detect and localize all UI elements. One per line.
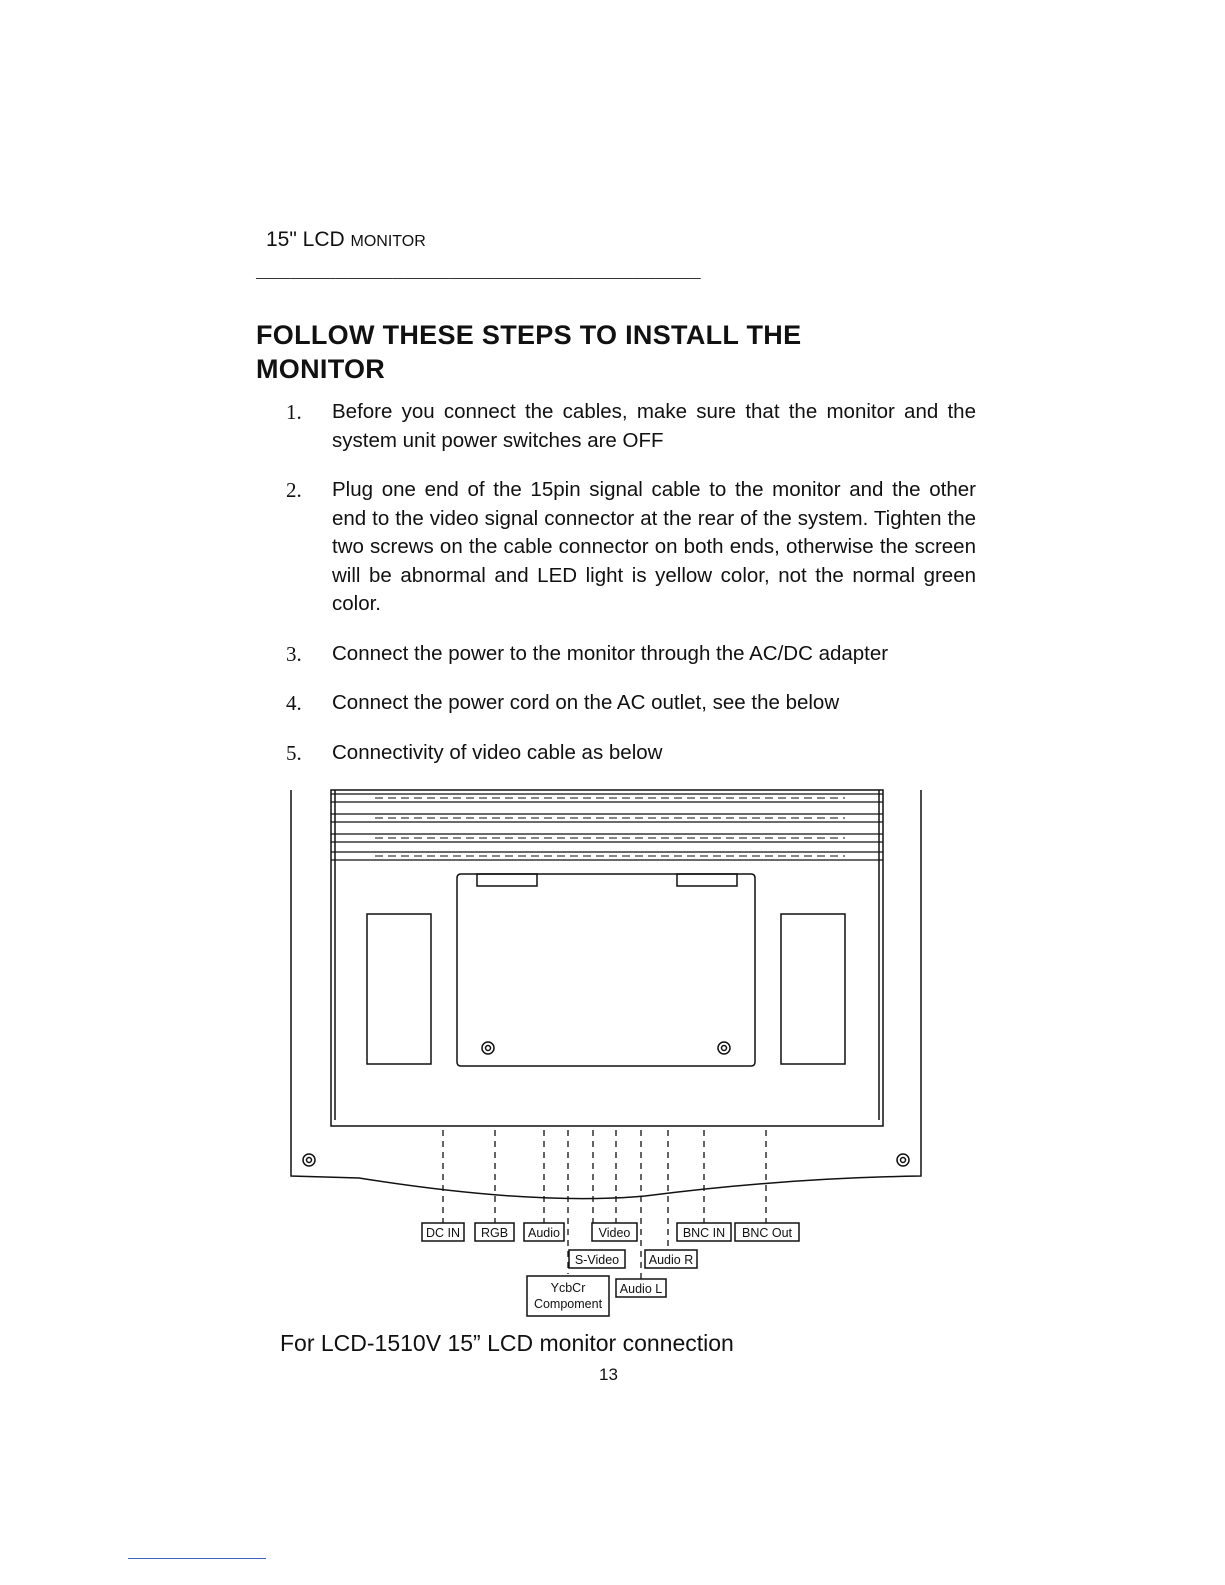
label-ycbcr: YcbCr <box>550 1281 586 1295</box>
step-number: 3. <box>286 641 302 666</box>
step-text: Connectivity of video cable as below <box>332 740 663 764</box>
label-bnc-out: BNC Out <box>741 1226 793 1240</box>
step-2 <box>286 476 976 619</box>
steps-list <box>286 398 976 788</box>
step-text: Connect the power to the monitor through the AC/DC adapter <box>332 641 889 665</box>
step-5 <box>286 739 976 768</box>
step-4 <box>286 689 976 718</box>
step-text: Plug one end of the 15pin signal cable to the monitor and the other end to the video signal connector at the rear of the system. Tighten the two screws on the cable connector on both ends, otherwise the screen will be abnormal and LED light is yellow color, not the normal green color. <box>332 478 976 615</box>
screw-icon <box>718 1042 730 1054</box>
label-video: Video <box>598 1226 631 1240</box>
label-audio-r: Audio R <box>648 1253 694 1267</box>
right-slot <box>781 914 845 1064</box>
step-text: Before you connect the cables, make sure that the monitor and the system unit power switches are OFF <box>332 400 976 452</box>
step-3 <box>286 640 976 669</box>
vent-grille <box>331 794 883 860</box>
inner-panel <box>331 790 883 1126</box>
header-monitor: MONITOR <box>350 233 426 250</box>
label-audio: Audio <box>528 1226 560 1240</box>
label-component: Compoment <box>533 1297 603 1311</box>
step-number: 1. <box>286 400 302 424</box>
step-number: 4. <box>286 691 302 715</box>
step-text: Connect the power cord on the AC outlet, see the below <box>332 691 840 714</box>
running-header <box>266 228 426 252</box>
label-s-video: S-Video <box>574 1253 620 1267</box>
screw-icon <box>482 1042 494 1054</box>
step-1 <box>286 398 976 455</box>
figure-caption: For LCD-1510V 15” LCD monitor connection <box>280 1330 734 1356</box>
header-rule: _______________________________________ <box>256 261 701 283</box>
screw-icon <box>303 1154 315 1166</box>
monitor-rear-diagram <box>285 786 935 1326</box>
page-number: 13 <box>599 1365 618 1384</box>
label-bnc-in: BNC IN <box>682 1226 726 1240</box>
center-plate <box>457 874 755 1066</box>
label-rgb: RGB <box>480 1226 509 1240</box>
step-number: 2. <box>286 478 302 502</box>
label-dc-in: DC IN <box>425 1226 461 1240</box>
label-audio-l: Audio L <box>619 1282 663 1296</box>
header-lcd: LCD <box>302 228 345 251</box>
step-number: 5. <box>286 740 302 765</box>
housing-outline <box>291 790 921 1199</box>
header-size: 15" <box>266 228 297 251</box>
left-slot <box>367 914 431 1064</box>
footer-line <box>128 1558 266 1559</box>
screw-icon <box>897 1154 909 1166</box>
page-title: FOLLOW THESE STEPS TO INSTALL THE MONITOR <box>256 320 802 384</box>
